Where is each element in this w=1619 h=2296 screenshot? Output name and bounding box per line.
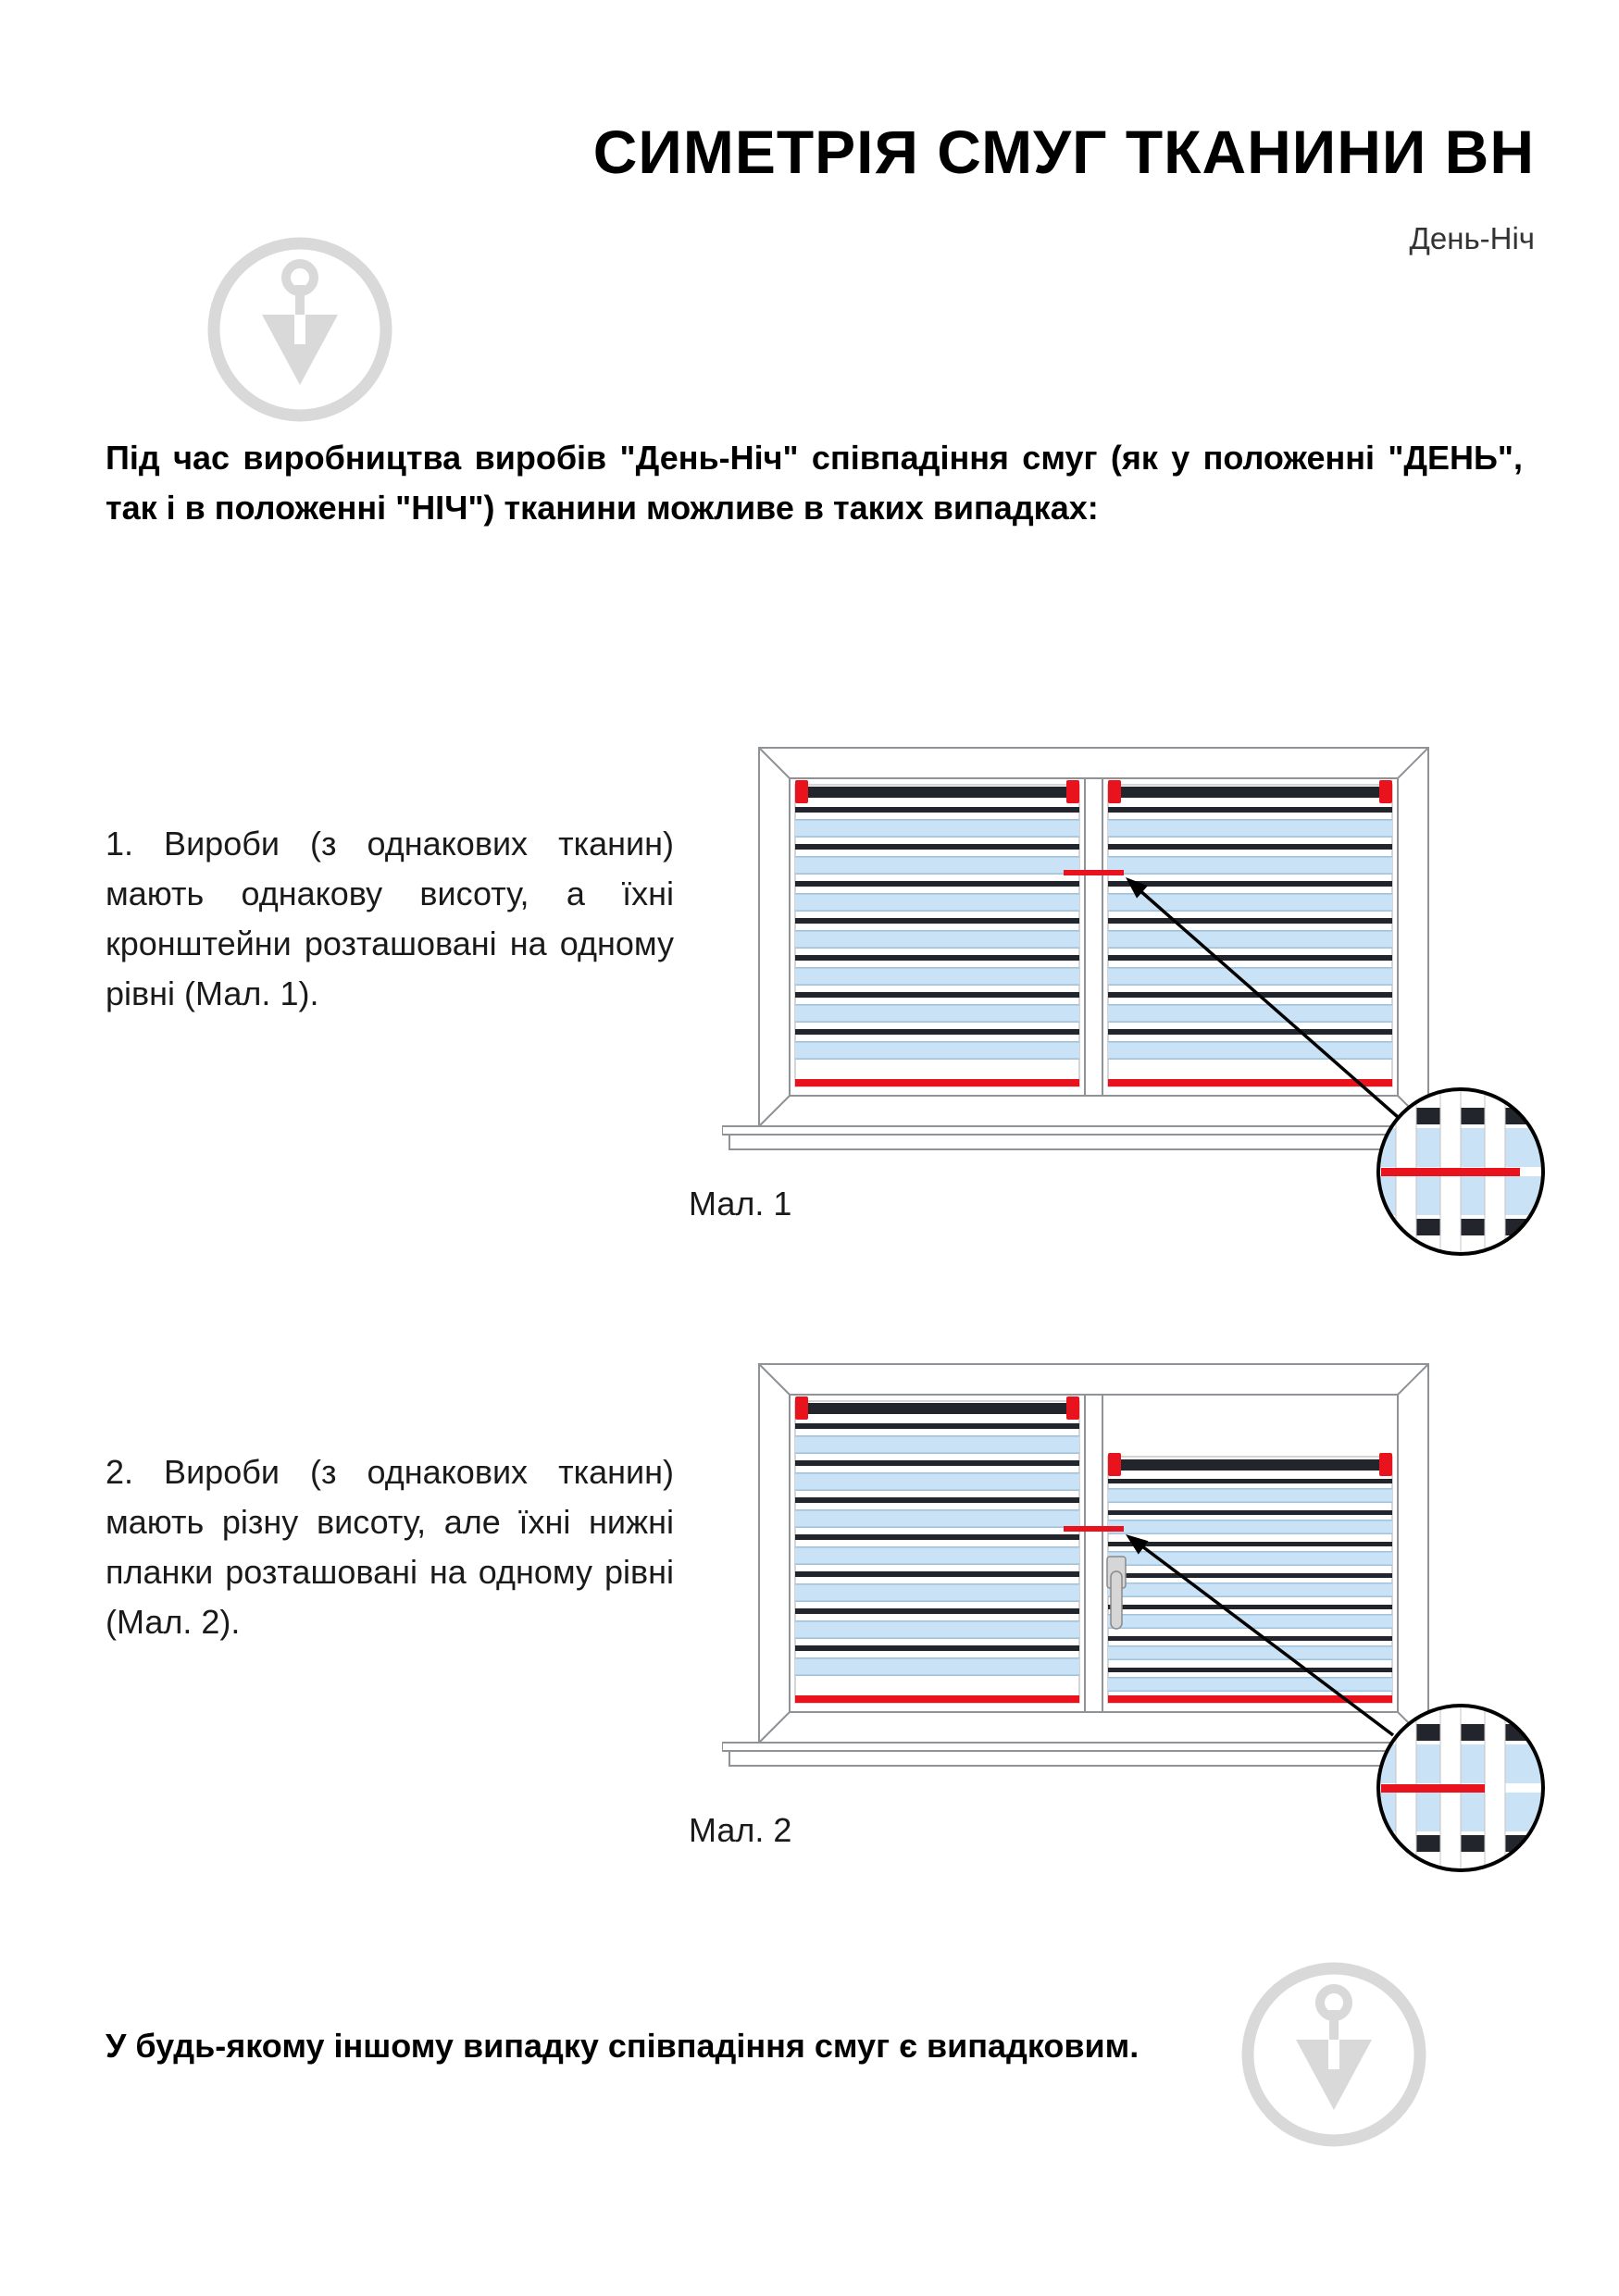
page-subtitle: День-Ніч [1409,221,1535,255]
watermark-logo-icon [193,223,406,436]
footer-note: У будь-якому іншому випадку співпадіння смуг є випадковим. [106,2027,1140,2065]
window-sill [722,1743,1455,1766]
blind-right [1108,1453,1392,1703]
figure-2-caption: Мал. 2 [689,1811,792,1849]
page-title: СИМЕТРІЯ СМУГ ТКАНИНИ ВН [592,118,1535,186]
alignment-mark [1064,870,1124,875]
intro-paragraph: Під час виробництва виробів "День-Ніч" співпадіння смуг (як у положенні "ДЕНЬ", так і в положенні "НІЧ") тканини можливе в таких випадках: [106,439,1523,527]
watermark-logo-icon [1227,1948,1440,2161]
figure-2-illustration [722,1360,1555,1916]
figure-1-caption: Мал. 1 [689,1185,792,1222]
alignment-mark [1064,1526,1124,1532]
blind-left [795,780,1079,1086]
blind-left [795,1396,1079,1703]
window-sill [722,1126,1455,1149]
blind-right [1108,780,1392,1086]
figure-1-illustration [722,744,1555,1299]
case-1-text: 1. Вироби (з однакових тканин) мають однакову висоту, а їхні кронштейни розташовані на одному рівні (Мал. 1). [106,825,674,1012]
case-2-text: 2. Вироби (з однакових тканин) мають різну висоту, але їхні нижні планки розташовані на одному рівні (Мал. 2). [106,1453,674,1641]
